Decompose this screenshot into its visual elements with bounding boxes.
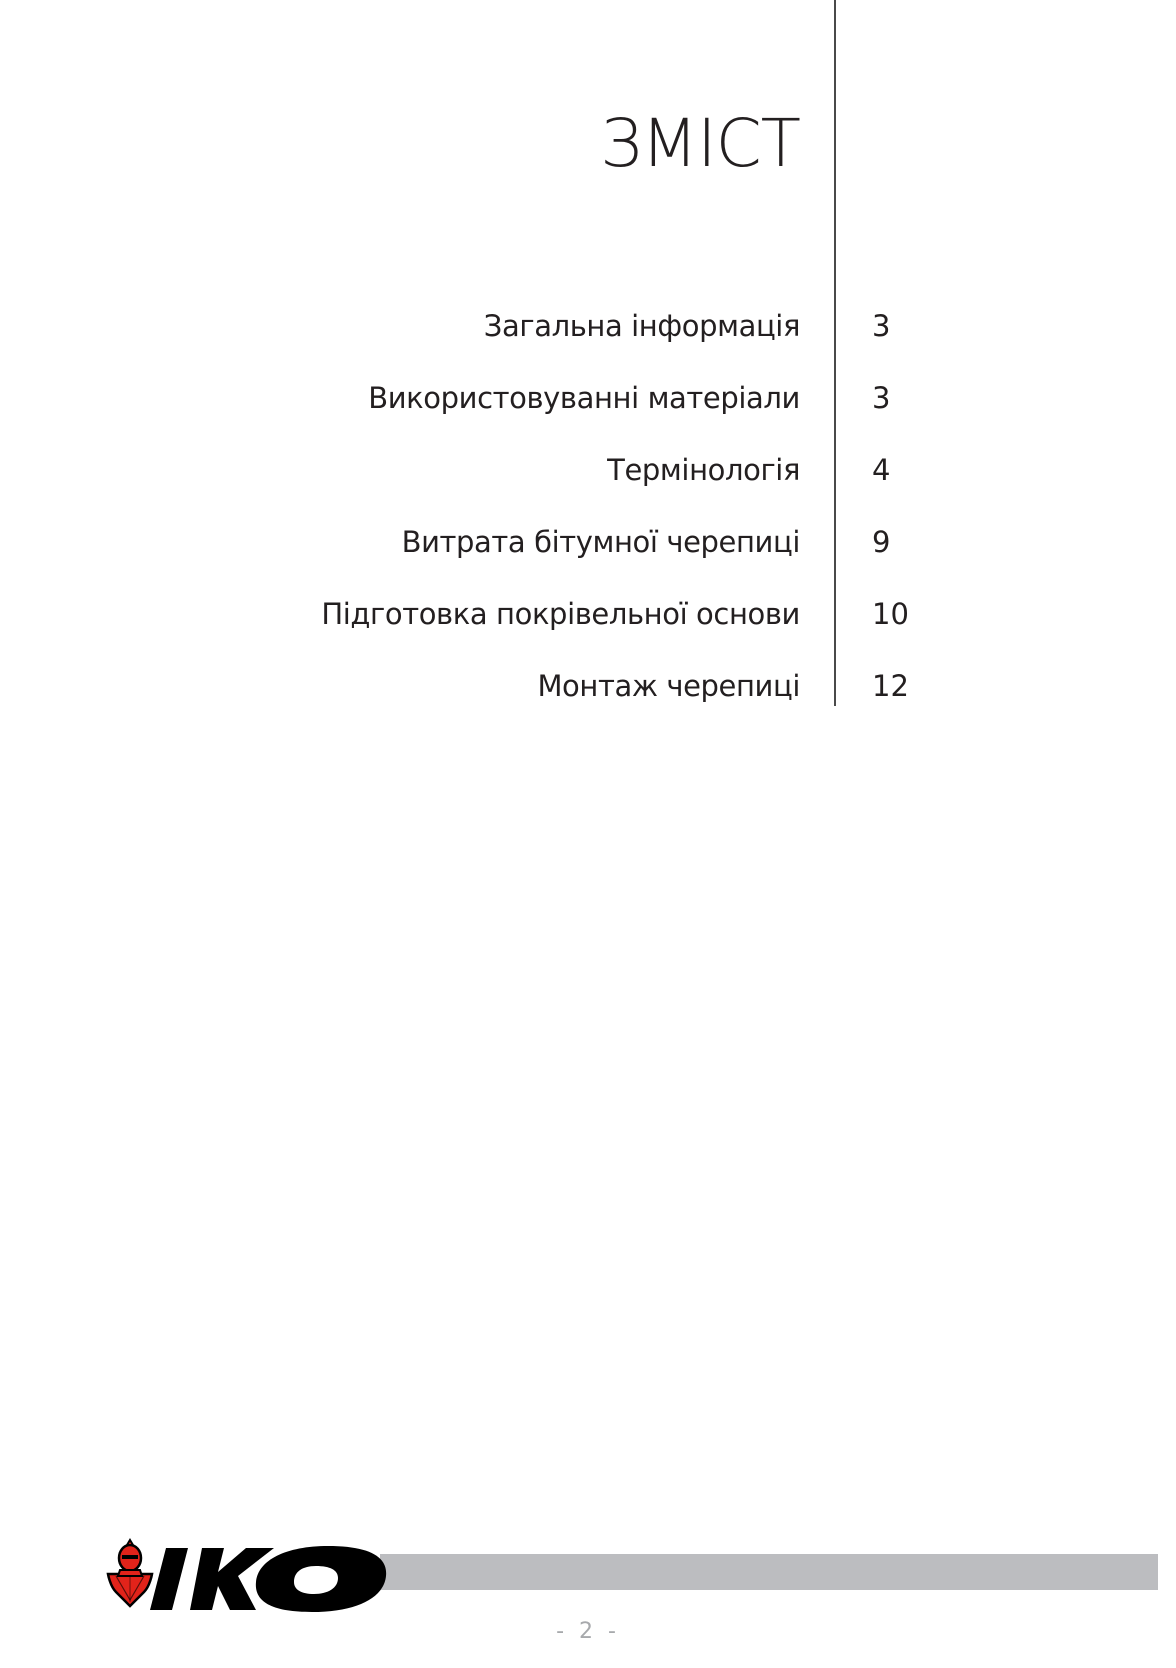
toc-entry-page: 4 [872, 453, 891, 487]
toc-entry-label: Витрата бітумної черепиці [401, 525, 800, 559]
knight-shield-icon [108, 1540, 152, 1606]
footer-bar [380, 1554, 1158, 1590]
toc-entry-page: 3 [872, 309, 891, 343]
page-title: ЗМІСТ [600, 105, 800, 182]
toc-entry[interactable] [0, 660, 1176, 732]
toc-entry[interactable] [0, 372, 1176, 444]
page-number: - 2 - [556, 1619, 620, 1644]
toc-entry[interactable] [0, 516, 1176, 588]
toc-entry-label: Використовуванні матеріали [368, 381, 800, 415]
iko-wordmark [150, 1546, 386, 1612]
toc-entry-page: 3 [872, 381, 891, 415]
toc-entry[interactable] [0, 444, 1176, 516]
table-of-contents [0, 300, 1176, 732]
toc-entry-label: Монтаж черепиці [537, 669, 800, 703]
toc-entry-page: 9 [872, 525, 891, 559]
toc-entry[interactable] [0, 300, 1176, 372]
toc-entry[interactable] [0, 588, 1176, 660]
toc-entry-label: Загальна інформація [483, 309, 800, 343]
toc-entry-label: Підготовка покрівельної основи [321, 597, 800, 631]
iko-logo [106, 1530, 410, 1630]
toc-entry-label: Термінологія [607, 453, 800, 487]
toc-entry-page: 10 [872, 597, 909, 631]
toc-entry-page: 12 [872, 669, 909, 703]
